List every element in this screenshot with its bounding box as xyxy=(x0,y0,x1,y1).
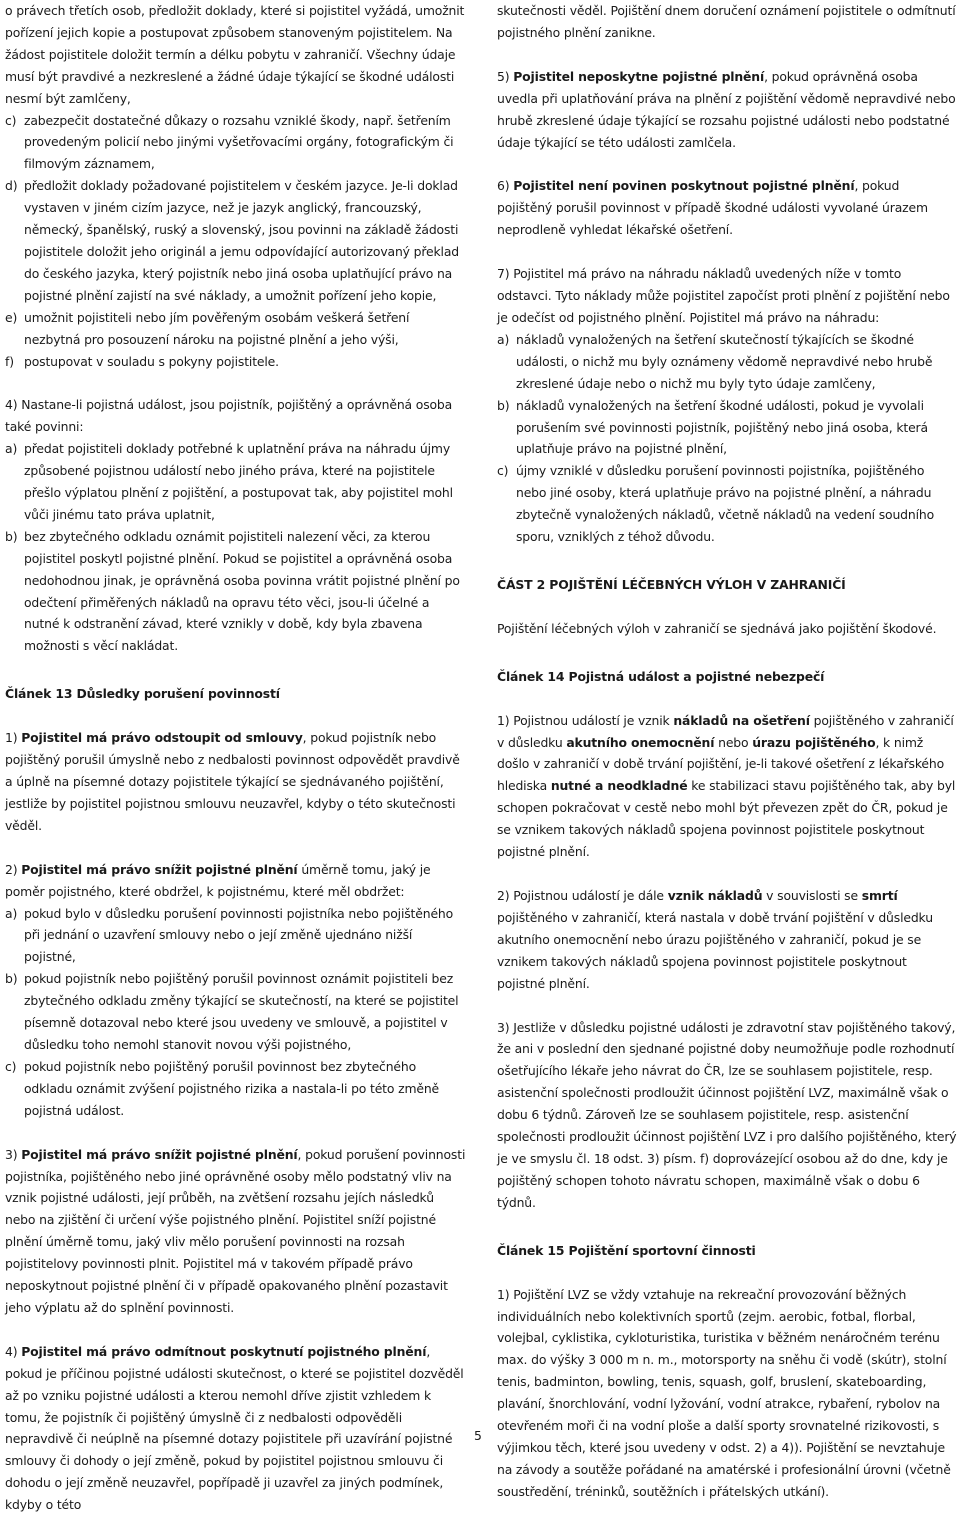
item-text: předat pojistiteli doklady potřebné k uplatnění práva na náhradu újmy způsobené pojistnou událostí nebo jiného práva, které na pojistitele přešlo výplatou plnění z pojištění, a postupovat tak, aby pojistitel mohl vůči jinému tato práva uplatnit, xyxy=(24,441,453,522)
para-text: nebo xyxy=(714,734,753,750)
para-bold: vznik nákladů xyxy=(667,888,763,903)
list-item-f xyxy=(5,351,467,373)
item-letter: f) xyxy=(5,353,14,369)
item-text: nákladů vynaložených na šetření škodné události, pokud je vyvolali porušením své povinnosti pojistník, pojištěný nebo jiná osoba, která uplatňuje právo na pojistné plnění, xyxy=(516,397,928,457)
item-text: bez zbytečného odkladu oznámit pojistiteli nalezení věci, za kterou pojistitel poskytl pojistné plnění. Pokud se pojistitel a oprávněná osoba nedohodnou jinak, je oprávněná osoba povinna vrátit pojistné plnění po odečtení přiměřených nákladů na opravu této věci, jsou-li účelné a nutné k odstranění závad, které vznikly v době, kdy byla zbavena možnosti s věcí nakládat. xyxy=(24,528,460,654)
page-number: 5 xyxy=(474,1428,482,1443)
para-text: pojištěného v zahraničí, která nastala v době trvání pojištění v důsledku akutního onemocnění nebo úrazu pojištěného v zahraničí, pokud je se vznikem takových nákladů spojena povinnost pojistitele poskytnout pojistné plnění. xyxy=(497,909,933,991)
article-13-para-2 xyxy=(5,859,467,903)
item-letter: d) xyxy=(5,178,18,194)
part-2-intro: Pojištění léčebných výloh v zahraničí se sjednává jako pojištění škodové. xyxy=(497,620,937,636)
para-text: ke stabilizaci stavu pojištěného tak, aby byl schopen pokračovat v cestě nebo mohl být převezen zpět do ČR, pokud je se vznikem takových nákladů spojena povinnost pojistitele poskytnout pojistné plnění. xyxy=(497,778,956,860)
item-text: újmy vzniklé v důsledku porušení povinnosti pojistníka, pojištěného nebo jiné osoby, která uplatňuje právo na pojistné plnění, a náhradu zbytečně vynaložených nákladů, včetně nákladů na vedení soudního sporu, vzniklých z téhož důvodu. xyxy=(516,463,935,545)
para-bold: úrazu pojištěného xyxy=(752,734,876,750)
item-text: pokud pojistník nebo pojištěný porušil povinnost bez zbytečného odkladu oznámit zvýšení pojistného rizika a nastala-li po této změně pojistná událost. xyxy=(24,1058,440,1118)
para-text: 2) Pojistnou událostí je dále xyxy=(497,888,668,903)
item-text: zabezpečit dostatečné důkazy o rozsahu vzniklé škody, např. šetřením provedeným policií nebo jinými vyšetřovacími orgány, fotografickým či filmovým záznamem, xyxy=(24,112,454,172)
item-letter: a) xyxy=(5,905,18,921)
para-bold-lead: Pojistitel neposkytne pojistné plnění xyxy=(513,68,765,84)
item-letter: e) xyxy=(5,309,18,325)
list-item-2c xyxy=(5,1056,467,1122)
article-14-para-1 xyxy=(497,710,957,863)
continuation-paragraph: skutečnosti věděl. Pojištění dnem doručení oznámení pojistitele o odmítnutí pojistného plnění zanikne. xyxy=(497,3,956,40)
item-text: pokud bylo v důsledku porušení povinnosti pojistníka nebo pojištěného při jednání o uzavření smlouvy nebo o její změně ujednáno nižší pojistné, xyxy=(24,905,454,965)
article-15-heading: Článek 15 Pojištění sportovní činnosti xyxy=(497,1242,756,1258)
para-text: , pokud pojištěný porušil povinnost v případě škodné události vyvolané úrazem neprodleně vyhledat lékařské ošetření. xyxy=(497,178,928,238)
item-letter: c) xyxy=(5,112,17,128)
item-text: umožnit pojistiteli nebo jím pověřeným osobám veškerá šetření nezbytná pro posouzení nároku na pojistné plnění a jeho výši, xyxy=(24,309,410,347)
para-bold-lead: Pojistitel má právo snížit pojistné plnění xyxy=(21,1146,298,1162)
article-14-para-3: 3) Jestliže v důsledku pojistné události je zdravotní stav pojištěného takový, že ani v poslední den sjednané pojistné doby neumožňuje podle rozhodnutí ošetřujícího lékaře jeho návrat do ČR, lze se souhlasem pojistitele, resp. asistenční společnosti prodloužit účinnost pojištění LVZ, maximálně však o dobu 6 týdnů. Zároveň lze se souhlasem pojistitele, resp. asistenční společnosti prodloužit účinnost pojištění LVZ i pro dalšího pojištěného, který je ve smyslu čl. 18 odst. 3) písm. f) doprovázející osobou až do dne, kdy je pojištěný schopen tohoto návratu schopen, maximálně však o dobu 6 týdnů. xyxy=(497,1019,957,1210)
article-13-para-1 xyxy=(5,727,467,837)
list-item-2b xyxy=(5,968,467,1056)
para-number: 5) xyxy=(497,68,514,84)
list-item-7b xyxy=(497,395,957,461)
item-text: předložit doklady požadované pojistitelem v českém jazyce. Je-li doklad vystaven v jiném cizím jazyce, než je jazyk anglický, francouzský, německý, španělský, ruský a slovenský, jsou povinni na základě žádosti pojistitele doložit jeho originál a jemu odpovídající autorizovaný překlad do českého jazyka, který pojistník nebo jiná osoba uplatňující právo na pojistné plnění zajistí na své náklady, a umožnit pořízení jeho kopie, xyxy=(24,178,459,303)
item-text: pokud pojistník nebo pojištěný porušil povinnost oznámit pojistiteli bez zbytečného odkladu změny týkající se skutečností, na které se pojistitel písemně dotazoval nebo které jsou uvedeny ve smlouvě, a pojistitel v důsledku toho nemohl stanovit novou výši pojistného, xyxy=(24,971,459,1052)
item-text: nákladů vynaložených na šetření skutečností týkajících se škodné události, o nichž mu byly oznámeny vědomě nepravdivé nebo hrubě zkreslené údaje nebo o nichž mu byly tyto údaje zamlčeny, xyxy=(516,331,933,391)
para-bold: smrtí xyxy=(861,888,898,903)
list-item-d xyxy=(5,175,467,306)
para-bold-lead: Pojistitel má právo snížit pojistné plnění xyxy=(21,861,298,877)
article-14-para-2 xyxy=(497,885,957,995)
para-bold-lead: Pojistitel má právo odmítnout poskytnutí pojistného plnění xyxy=(21,1343,427,1359)
para-text: , pokud pojistník nebo pojištěný porušil úmyslně nebo z nedbalosti povinnost odpovědět pravdivě a úplně na písemné dotazy pojistitele týkající se sjednávaného pojištění, jestliže by pojistitel pojistnou smlouvu neuzavřel, kdyby o této skutečnosti věděl. xyxy=(5,730,460,833)
left-column xyxy=(5,0,467,1516)
part-2-heading: ČÁST 2 POJIŠTĚNÍ LÉČEBNÝCH VÝLOH V ZAHRANIČÍ xyxy=(497,576,846,592)
para-text: v souvislosti se xyxy=(762,888,862,903)
article-13-para-6 xyxy=(497,175,957,241)
paragraph-4: 4) Nastane-li pojistná událost, jsou pojistník, pojištěný a oprávněná osoba také povinni: xyxy=(5,397,453,435)
para-number: 1) xyxy=(5,730,22,746)
article-13-para-7: 7) Pojistitel má právo na náhradu nákladů uvedených níže v tomto odstavci. Tyto náklady může pojistitel započíst proti plnění z pojištění nebo je odečíst od pojistného plnění. Pojistitel má právo na náhradu: xyxy=(497,266,950,325)
para-number: 3) xyxy=(5,1146,22,1162)
para-text: úměrně tomu, jaký je poměr pojistného, které obdržel, k pojistnému, které měl obdržet: xyxy=(5,861,431,899)
article-13-para-4 xyxy=(5,1341,467,1516)
intro-paragraph: o právech třetích osob, předložit doklady, které si pojistitel vyžádá, umožnit pořízení jejich kopie a postupovat způsobem stanoveným pojistitelem. Na žádost pojistitele doložit termín a délku pobytu v zahraničí. Všechny údaje musí být pravdivé a nezkreslené a žádné údaje týkající se škodné události nesmí být zamlčeny, xyxy=(5,3,465,106)
para-text: 1) Pojistnou událostí je vznik xyxy=(497,712,674,728)
list-item-4b xyxy=(5,526,467,657)
list-item-c xyxy=(5,110,467,176)
article-14-heading: Článek 14 Pojistná událost a pojistné nebezpečí xyxy=(497,668,825,684)
article-15-para-1: 1) Pojištění LVZ se vždy vztahuje na rekreační provozování běžných individuálních nebo kolektivních sportů (zejm. aerobic, fotbal, florbal, volejbal, cyklistika, cykloturistika, turistika v běžném nenáročném terénu max. do výšky 3 000 m n. m., motorsporty na sněhu či vodě (skútr), stolní tenis, badminton, bowling, tenis, squash, golf, bruslení, skateboarding, plavání, šnorchlování, vodní lyžování, vodní atrakce, rybaření, rybolov na otevřeném moři či na vodní ploše a další sporty srovnatelné rizikovosti, s výjimkou těch, které jsou uvedeny v odst. 2) a 4)). Pojištění se nevztahuje na závody a soutěže pořádané na amatérské i profesionální úrovni (včetně soustředění, tréninků, soutěžních i přátelských utkání). xyxy=(497,1286,951,1499)
para-text: , pokud oprávněná osoba uvedla při uplatňování práva na plnění z pojištění vědomě nepravdivé nebo hrubě zkreslené údaje týkající se rozsahu pojistné události nebo podstatné údaje týkající se této události zamlčela. xyxy=(497,68,956,150)
item-letter: c) xyxy=(5,1058,17,1074)
item-text: postupovat v souladu s pokyny pojistitele. xyxy=(24,353,279,369)
article-13-heading: Článek 13 Důsledky porušení povinností xyxy=(5,686,280,702)
article-13-para-3 xyxy=(5,1144,467,1319)
para-text: , pokud porušení povinnosti pojistníka, pojištěného nebo jiné oprávněné osoby mělo podstatný vliv na vznik pojistné události, její průběh, na zvětšení rozsahu jejích následků nebo na zjištění či určení výše pojistného plnění. Pojistitel sníží pojistné plnění úměrně tomu, jaký vliv mělo porušení povinnosti na rozsah pojistitelovy povinnosti plnit. Pojistitel má v takovém případě právo neposkytnout pojistné plnění či v případě opakovaného plnění pozastavit jeho výplatu až do splnění povinnosti. xyxy=(5,1146,466,1315)
list-item-4a xyxy=(5,438,467,526)
list-item-7c xyxy=(497,460,957,548)
right-column xyxy=(497,0,957,1503)
para-bold: nákladů na ošetření xyxy=(673,712,810,728)
list-item-7a xyxy=(497,329,957,395)
para-bold: akutního onemocnění xyxy=(566,734,715,750)
item-letter: a) xyxy=(5,441,18,457)
item-letter: b) xyxy=(5,971,18,987)
para-text: , pokud je příčinou pojistné události skutečnost, o které se pojistitel dozvěděl až po vzniku pojistné události a kterou nemohl dříve zjistit vzhledem k tomu, že pojistník či pojištěný úmyslně či z nedbalosti odpověděli nepravdivě či neúplně na písemné dotazy pojistitele při uzavírání pojistné smlouvy či dohody o její změně, pokud by pojistitel pojistnou smlouvu či dohodu o její změně neuzavřel, popřípadě ji uzavřel za jiných podmínek, kdyby o této xyxy=(5,1343,464,1513)
article-13-para-5 xyxy=(497,66,957,154)
para-number: 2) xyxy=(5,861,22,877)
para-bold: nutné a neodkladné xyxy=(550,778,688,794)
item-letter: b) xyxy=(5,528,18,544)
para-bold-lead: Pojistitel není povinen poskytnout pojistné plnění xyxy=(513,178,855,194)
para-bold-lead: Pojistitel má právo odstoupit od smlouvy xyxy=(21,730,303,746)
item-letter: a) xyxy=(497,331,510,347)
para-text: pojištěného v zahraničí v důsledku xyxy=(497,712,954,750)
list-item-e xyxy=(5,307,467,351)
para-text: , k nimž došlo v zahraničí v době trvání pojištění, je-li takové ošetření z lékařského hlediska xyxy=(497,734,945,794)
item-letter: b) xyxy=(497,397,510,413)
item-letter: c) xyxy=(497,463,509,479)
list-item-2a xyxy=(5,903,467,969)
para-number: 4) xyxy=(5,1343,22,1359)
para-number: 6) xyxy=(497,178,514,194)
